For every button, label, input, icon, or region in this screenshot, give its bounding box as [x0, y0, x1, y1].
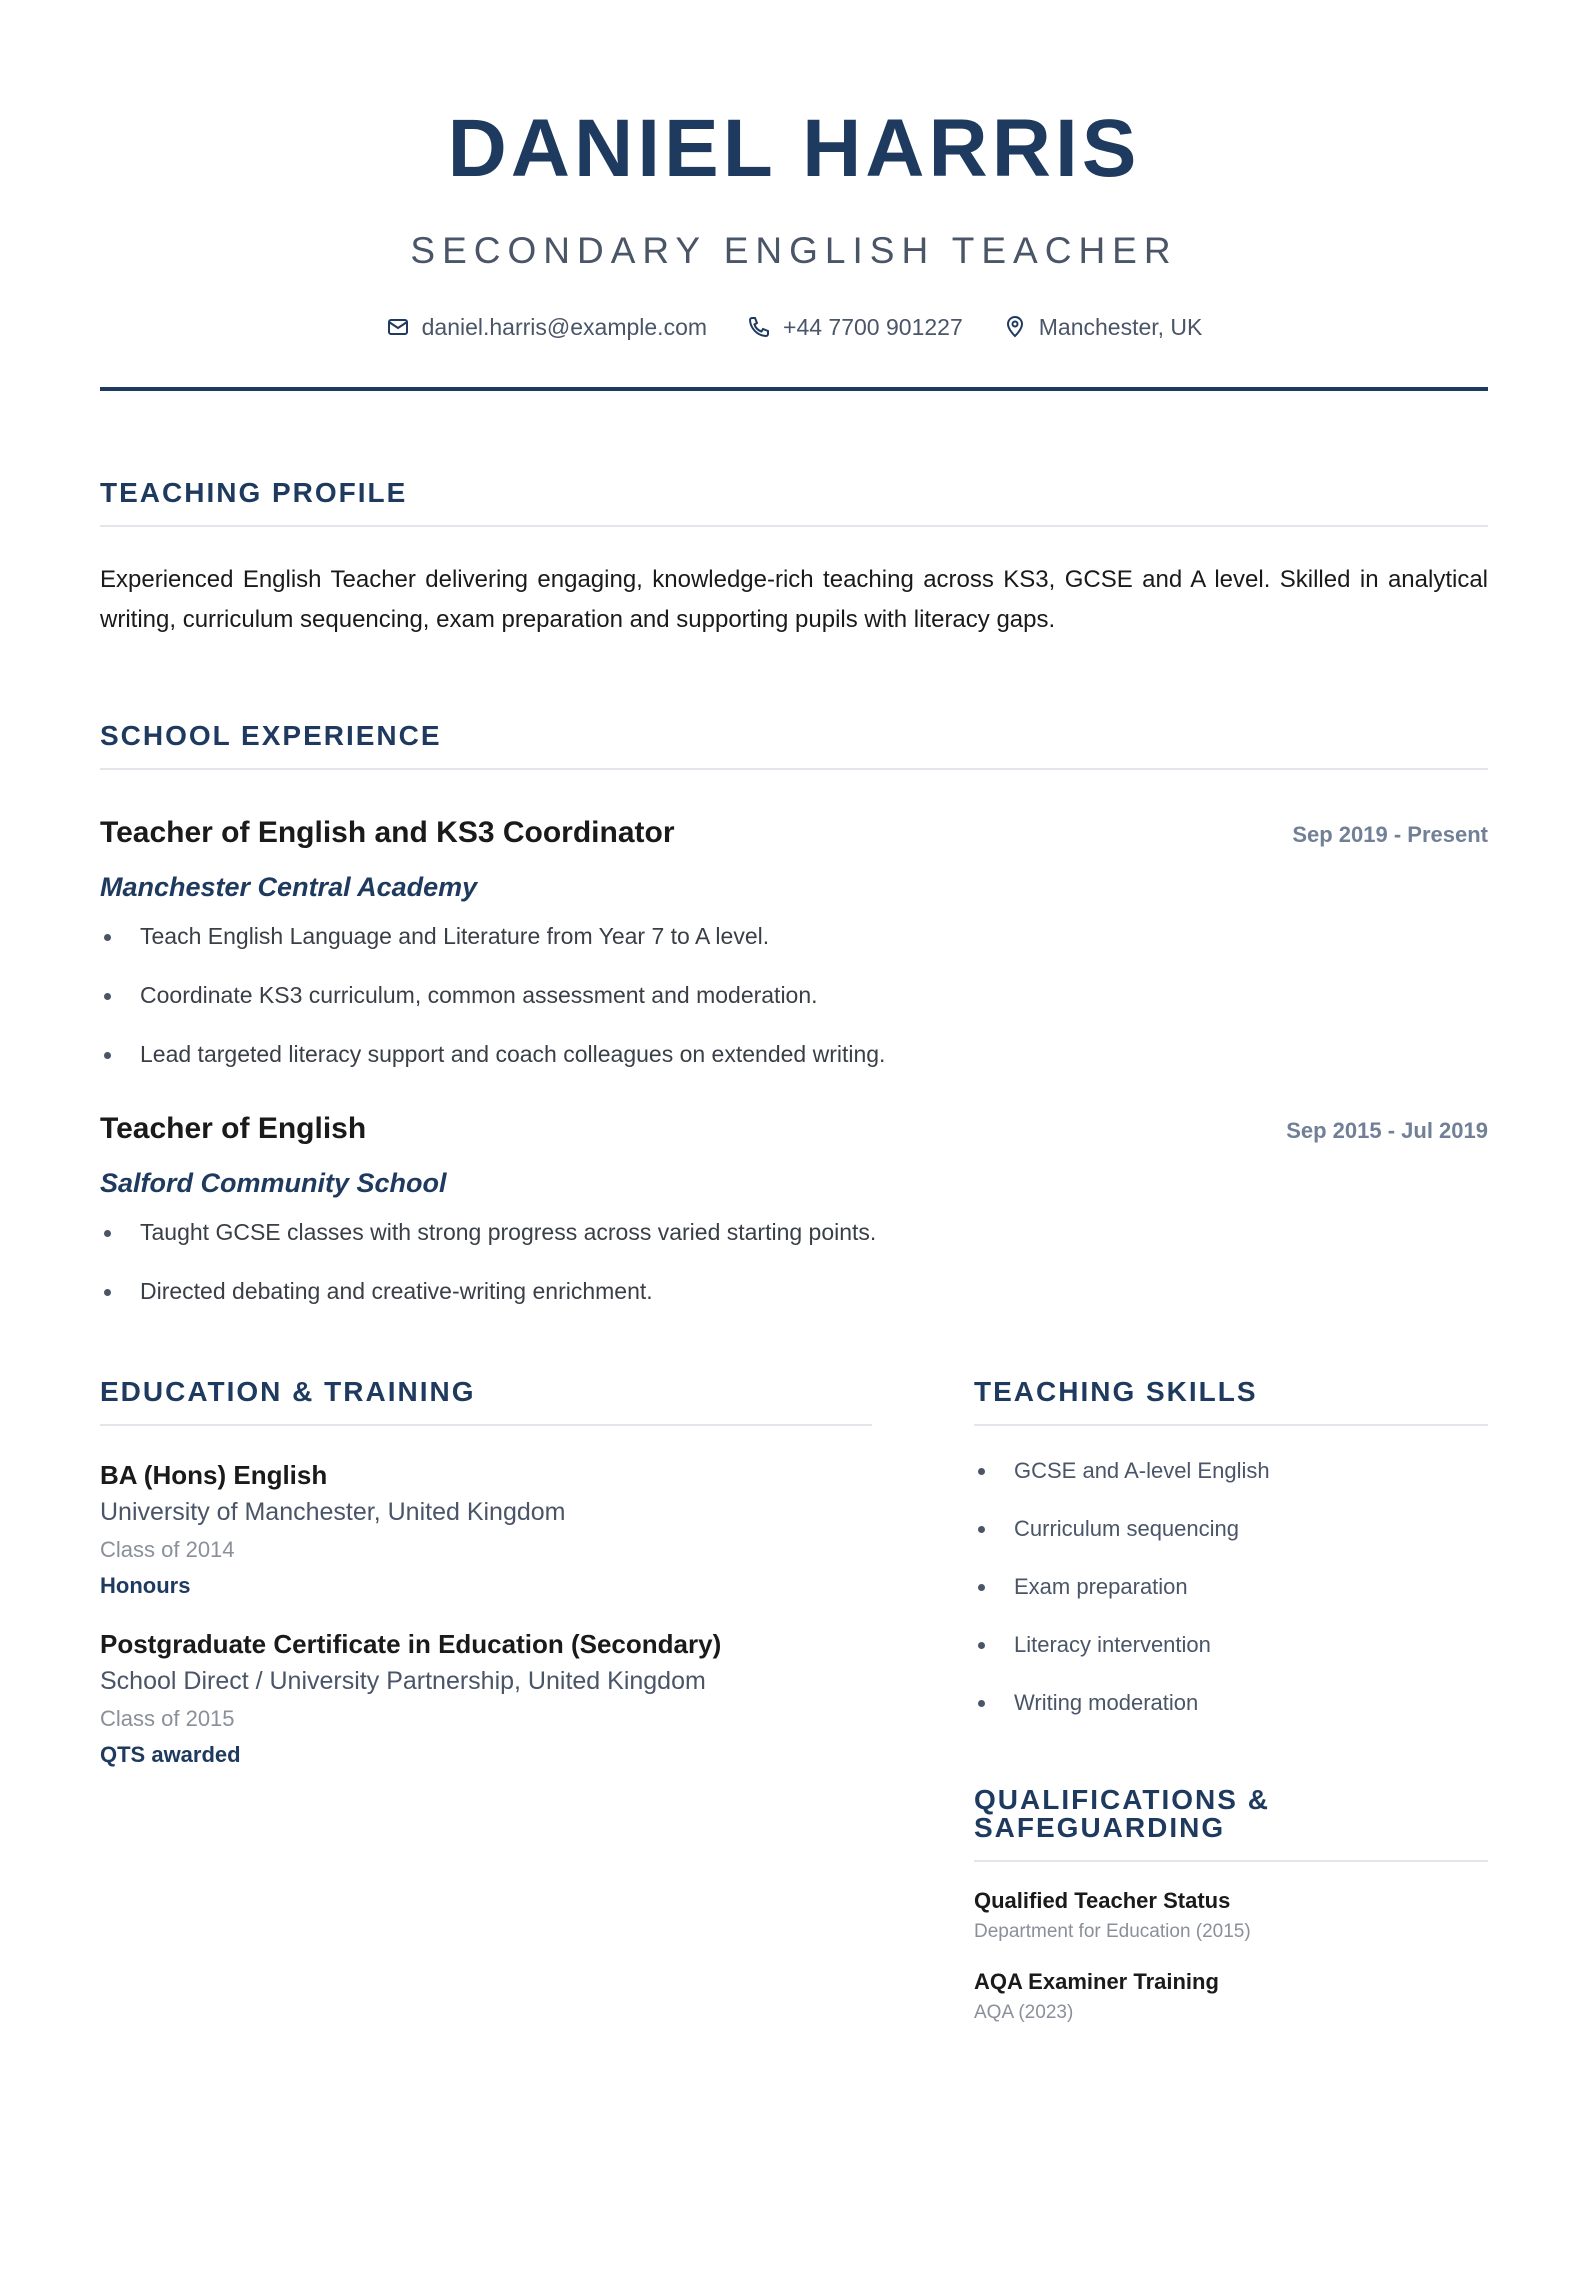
list-item: Taught GCSE classes with strong progress across varied starting points. — [100, 1221, 1488, 1244]
job-dates: Sep 2019 - Present — [1292, 822, 1488, 847]
qualification-source: Department for Education (2015) — [974, 1921, 1251, 1942]
two-column-area — [100, 1378, 1488, 2022]
job-entry — [100, 1114, 1488, 1303]
section-heading: EDUCATION & TRAINING — [100, 1378, 872, 1426]
qualifications-section — [974, 1786, 1488, 2022]
skills-section — [974, 1378, 1488, 1714]
phone-icon — [747, 315, 771, 339]
section-heading: QUALIFICATIONS & SAFEGUARDING — [974, 1786, 1488, 1862]
list-item: Teach English Language and Literature from Year 7 to A level. — [100, 925, 1488, 948]
qualification-entry — [974, 1971, 1488, 2022]
list-item: Lead targeted literacy support and coach colleagues on extended writing. — [100, 1043, 1488, 1066]
job-bullets — [100, 925, 1488, 1066]
institution: University of Manchester, United Kingdom — [100, 1498, 566, 1526]
email-text: daniel.harris@example.com — [421, 313, 708, 340]
education-entry — [100, 1462, 872, 1597]
degree: BA (Hons) English — [100, 1460, 328, 1490]
qualification-name: Qualified Teacher Status — [974, 1888, 1231, 1913]
contact-bar — [100, 315, 1488, 339]
graduation-year: Class of 2014 — [100, 1537, 235, 1562]
section-heading: SCHOOL EXPERIENCE — [100, 722, 1488, 770]
qualification-name: AQA Examiner Training — [974, 1969, 1219, 1994]
contact-phone[interactable] — [747, 315, 963, 339]
section-heading: TEACHING PROFILE — [100, 479, 1488, 527]
list-item: Writing moderation — [974, 1692, 1488, 1714]
list-item: Directed debating and creative-writing enrichment. — [100, 1280, 1488, 1303]
job-organization: Manchester Central Academy — [100, 872, 478, 902]
job-title: Teacher of English — [100, 1112, 367, 1145]
profile-text: Experienced English Teacher delivering engaging, knowledge-rich teaching across KS3, GCSE and A level. Skilled in analytical writing, curriculum sequencing, exam preparation and supporting pupils with literacy gaps. — [100, 566, 1488, 633]
section-heading: TEACHING SKILLS — [974, 1378, 1488, 1426]
institution: School Direct / University Partnership, United Kingdom — [100, 1667, 706, 1695]
header-divider — [100, 387, 1488, 391]
degree-note: Honours — [100, 1573, 191, 1598]
mail-icon — [386, 315, 410, 339]
list-item: Exam preparation — [974, 1576, 1488, 1598]
list-item: Literacy intervention — [974, 1634, 1488, 1656]
job-organization: Salford Community School — [100, 1168, 447, 1198]
skills-list — [974, 1460, 1488, 1714]
list-item: Curriculum sequencing — [974, 1518, 1488, 1540]
candidate-title: SECONDARY ENGLISH TEACHER — [410, 230, 1178, 271]
resume-header — [100, 0, 1488, 391]
list-item: Coordinate KS3 curriculum, common assessment and moderation. — [100, 984, 1488, 1007]
contact-email[interactable] — [386, 315, 707, 339]
degree-note: QTS awarded — [100, 1742, 241, 1767]
job-entry — [100, 818, 1488, 1066]
experience-section — [100, 722, 1488, 1303]
education-section — [100, 1378, 872, 2022]
candidate-name: DANIEL HARRIS — [447, 103, 1141, 194]
qualification-entry — [974, 1890, 1488, 1941]
job-dates: Sep 2015 - Jul 2019 — [1286, 1118, 1488, 1143]
graduation-year: Class of 2015 — [100, 1706, 235, 1731]
phone-text: +44 7700 901227 — [783, 313, 963, 340]
contact-location — [1003, 315, 1203, 339]
profile-section — [100, 479, 1488, 640]
job-bullets — [100, 1221, 1488, 1303]
map-pin-icon — [1003, 315, 1027, 339]
qualification-source: AQA (2023) — [974, 2002, 1074, 2023]
list-item: GCSE and A-level English — [974, 1460, 1488, 1482]
education-entry — [100, 1631, 872, 1766]
degree: Postgraduate Certificate in Education (Secondary) — [100, 1629, 722, 1659]
job-title: Teacher of English and KS3 Coordinator — [100, 816, 675, 849]
right-column — [974, 1378, 1488, 2022]
location-text: Manchester, UK — [1038, 313, 1203, 340]
